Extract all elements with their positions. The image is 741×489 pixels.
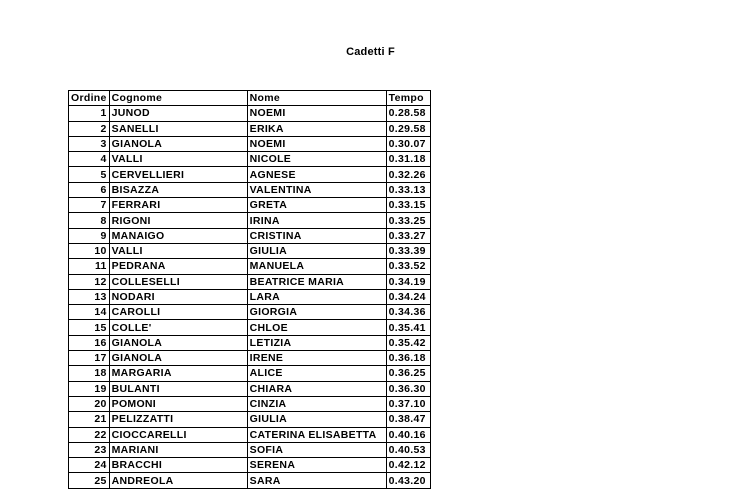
cell-cognome: CERVELLIERI bbox=[109, 167, 247, 182]
cell-nome: BEATRICE MARIA bbox=[247, 274, 386, 289]
cell-nome: IRINA bbox=[247, 213, 386, 228]
cell-nome: LETIZIA bbox=[247, 335, 386, 350]
cell-tempo: 0.42.12 bbox=[386, 458, 430, 473]
table-row bbox=[69, 167, 431, 182]
cell-cognome: COLLESELLI bbox=[109, 274, 247, 289]
cell-nome: VALENTINA bbox=[247, 182, 386, 197]
cell-cognome: BISAZZA bbox=[109, 182, 247, 197]
cell-cognome: PEDRANA bbox=[109, 259, 247, 274]
cell-ordine: 7 bbox=[69, 198, 110, 213]
cell-ordine: 19 bbox=[69, 381, 110, 396]
table-row bbox=[69, 366, 431, 381]
cell-nome: LARA bbox=[247, 289, 386, 304]
table-row bbox=[69, 412, 431, 427]
cell-ordine: 15 bbox=[69, 320, 110, 335]
table-header bbox=[69, 91, 431, 106]
cell-nome: GRETA bbox=[247, 198, 386, 213]
cell-ordine: 5 bbox=[69, 167, 110, 182]
cell-cognome: BULANTI bbox=[109, 381, 247, 396]
table-row bbox=[69, 351, 431, 366]
table-row bbox=[69, 243, 431, 258]
cell-tempo: 0.33.15 bbox=[386, 198, 430, 213]
cell-nome: ALICE bbox=[247, 366, 386, 381]
cell-cognome: GIANOLA bbox=[109, 136, 247, 151]
cell-tempo: 0.30.07 bbox=[386, 136, 430, 151]
cell-ordine: 14 bbox=[69, 305, 110, 320]
cell-cognome: JUNOD bbox=[109, 106, 247, 121]
cell-tempo: 0.36.30 bbox=[386, 381, 430, 396]
cell-cognome: POMONI bbox=[109, 396, 247, 411]
cell-nome: MANUELA bbox=[247, 259, 386, 274]
table-row bbox=[69, 442, 431, 457]
cell-tempo: 0.35.42 bbox=[386, 335, 430, 350]
cell-nome: SOFIA bbox=[247, 442, 386, 457]
table-row bbox=[69, 228, 431, 243]
cell-cognome: SANELLI bbox=[109, 121, 247, 136]
cell-tempo: 0.36.18 bbox=[386, 351, 430, 366]
cell-tempo: 0.36.25 bbox=[386, 366, 430, 381]
cell-tempo: 0.34.36 bbox=[386, 305, 430, 320]
cell-cognome: VALLI bbox=[109, 243, 247, 258]
cell-ordine: 8 bbox=[69, 213, 110, 228]
cell-cognome: MANAIGO bbox=[109, 228, 247, 243]
table-row bbox=[69, 305, 431, 320]
cell-ordine: 11 bbox=[69, 259, 110, 274]
cell-cognome: ANDREOLA bbox=[109, 473, 247, 488]
cell-tempo: 0.33.27 bbox=[386, 228, 430, 243]
cell-nome: SARA bbox=[247, 473, 386, 488]
cell-tempo: 0.29.58 bbox=[386, 121, 430, 136]
table-row bbox=[69, 152, 431, 167]
cell-ordine: 16 bbox=[69, 335, 110, 350]
table-row bbox=[69, 198, 431, 213]
cell-ordine: 25 bbox=[69, 473, 110, 488]
cell-nome: GIORGIA bbox=[247, 305, 386, 320]
cell-cognome: PELIZZATTI bbox=[109, 412, 247, 427]
cell-ordine: 17 bbox=[69, 351, 110, 366]
cell-nome: ERIKA bbox=[247, 121, 386, 136]
cell-nome: NICOLE bbox=[247, 152, 386, 167]
table-row bbox=[69, 427, 431, 442]
table-row bbox=[69, 213, 431, 228]
page-title: Cadetti F bbox=[346, 46, 395, 58]
cell-nome: NOEMI bbox=[247, 136, 386, 151]
cell-tempo: 0.31.18 bbox=[386, 152, 430, 167]
table-row bbox=[69, 320, 431, 335]
table-row bbox=[69, 274, 431, 289]
cell-tempo: 0.35.41 bbox=[386, 320, 430, 335]
cell-tempo: 0.28.58 bbox=[386, 106, 430, 121]
cell-cognome: COLLE' bbox=[109, 320, 247, 335]
results-table bbox=[68, 90, 431, 489]
cell-nome: CINZIA bbox=[247, 396, 386, 411]
cell-cognome: MARIANI bbox=[109, 442, 247, 457]
table-body bbox=[69, 106, 431, 488]
cell-cognome: FERRARI bbox=[109, 198, 247, 213]
cell-tempo: 0.34.19 bbox=[386, 274, 430, 289]
cell-nome: SERENA bbox=[247, 458, 386, 473]
cell-nome: CHIARA bbox=[247, 381, 386, 396]
cell-nome: GIULIA bbox=[247, 243, 386, 258]
table-row bbox=[69, 335, 431, 350]
cell-nome: CHLOE bbox=[247, 320, 386, 335]
table-row bbox=[69, 121, 431, 136]
cell-tempo: 0.33.52 bbox=[386, 259, 430, 274]
cell-tempo: 0.40.53 bbox=[386, 442, 430, 457]
cell-nome: CATERINA ELISABETTA bbox=[247, 427, 386, 442]
cell-tempo: 0.33.13 bbox=[386, 182, 430, 197]
cell-ordine: 9 bbox=[69, 228, 110, 243]
table-row bbox=[69, 396, 431, 411]
cell-tempo: 0.34.24 bbox=[386, 289, 430, 304]
cell-tempo: 0.32.26 bbox=[386, 167, 430, 182]
table-row bbox=[69, 259, 431, 274]
cell-cognome: NODARI bbox=[109, 289, 247, 304]
cell-tempo: 0.38.47 bbox=[386, 412, 430, 427]
table-row bbox=[69, 182, 431, 197]
cell-ordine: 12 bbox=[69, 274, 110, 289]
cell-cognome: MARGARIA bbox=[109, 366, 247, 381]
cell-tempo: 0.33.39 bbox=[386, 243, 430, 258]
header-tempo: Tempo bbox=[386, 91, 430, 106]
cell-cognome: BRACCHI bbox=[109, 458, 247, 473]
cell-cognome: CAROLLI bbox=[109, 305, 247, 320]
cell-ordine: 2 bbox=[69, 121, 110, 136]
table-row bbox=[69, 106, 431, 121]
header-cognome: Cognome bbox=[109, 91, 247, 106]
cell-ordine: 23 bbox=[69, 442, 110, 457]
cell-tempo: 0.33.25 bbox=[386, 213, 430, 228]
cell-ordine: 13 bbox=[69, 289, 110, 304]
header-nome: Nome bbox=[247, 91, 386, 106]
cell-ordine: 22 bbox=[69, 427, 110, 442]
table-row bbox=[69, 289, 431, 304]
cell-tempo: 0.37.10 bbox=[386, 396, 430, 411]
cell-tempo: 0.40.16 bbox=[386, 427, 430, 442]
cell-ordine: 3 bbox=[69, 136, 110, 151]
cell-ordine: 18 bbox=[69, 366, 110, 381]
header-row bbox=[69, 91, 431, 106]
cell-ordine: 21 bbox=[69, 412, 110, 427]
table-row bbox=[69, 136, 431, 151]
cell-cognome: RIGONI bbox=[109, 213, 247, 228]
cell-nome: NOEMI bbox=[247, 106, 386, 121]
cell-cognome: VALLI bbox=[109, 152, 247, 167]
cell-nome: GIULIA bbox=[247, 412, 386, 427]
cell-nome: IRENE bbox=[247, 351, 386, 366]
cell-ordine: 10 bbox=[69, 243, 110, 258]
cell-nome: AGNESE bbox=[247, 167, 386, 182]
cell-nome: CRISTINA bbox=[247, 228, 386, 243]
cell-cognome: GIANOLA bbox=[109, 351, 247, 366]
cell-ordine: 20 bbox=[69, 396, 110, 411]
cell-ordine: 6 bbox=[69, 182, 110, 197]
cell-tempo: 0.43.20 bbox=[386, 473, 430, 488]
header-ordine: Ordine bbox=[69, 91, 110, 106]
cell-ordine: 1 bbox=[69, 106, 110, 121]
table-row bbox=[69, 381, 431, 396]
cell-ordine: 4 bbox=[69, 152, 110, 167]
table-row bbox=[69, 458, 431, 473]
cell-cognome: CIOCCARELLI bbox=[109, 427, 247, 442]
cell-ordine: 24 bbox=[69, 458, 110, 473]
cell-cognome: GIANOLA bbox=[109, 335, 247, 350]
